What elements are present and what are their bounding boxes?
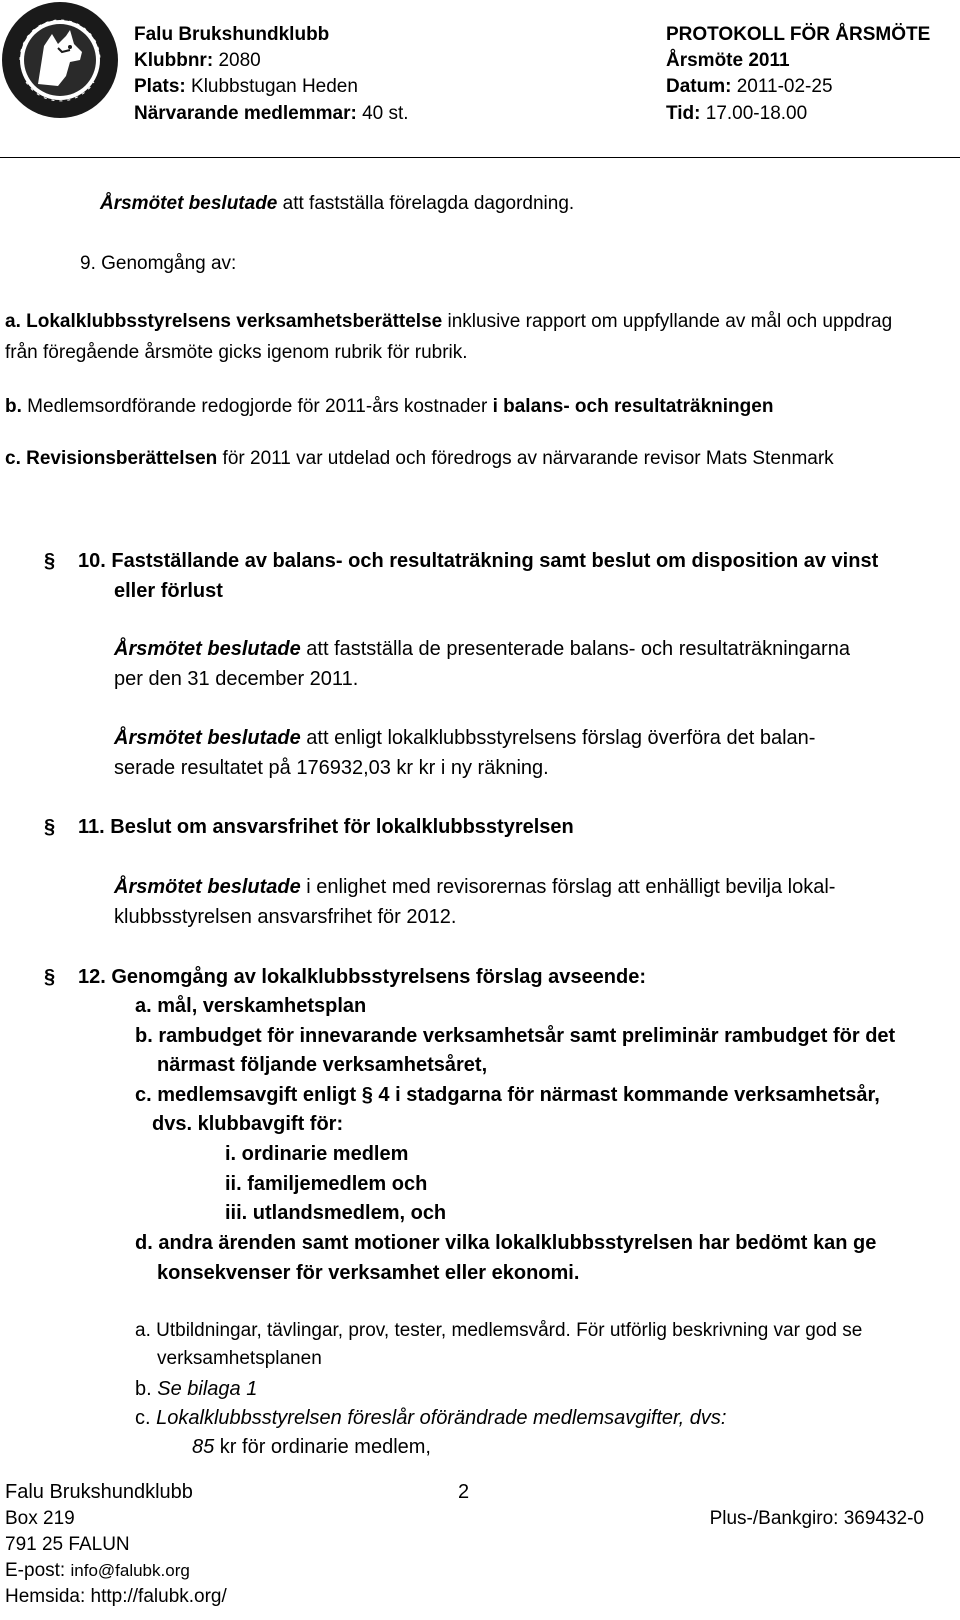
section-10-decision1-line1 — [114, 634, 850, 664]
section-symbol: § — [44, 966, 56, 988]
header-medlemmar — [134, 100, 409, 127]
answer-b-text: Se bilaga 1 — [157, 1378, 258, 1400]
klubbnr-label: Klubbnr: — [134, 50, 214, 71]
plats-label: Plats: — [134, 76, 186, 97]
decision-text: att fastställa de presenterade balans- och resultaträkningarna — [300, 638, 850, 660]
email-link[interactable]: info@falubk.org — [70, 1561, 190, 1580]
section-10-title: 10. Fastställande av balans- och resultaträkning samt beslut om disposition av vinst — [78, 550, 879, 572]
section-9a-line2: från föregående årsmöte gicks igenom rubrik för rubrik. — [5, 342, 468, 363]
footer-email — [5, 1558, 190, 1584]
header-plats — [134, 73, 358, 100]
section-12c-text-post: 4 i stadgarna för närmast kommande verksamhetsår, — [372, 1084, 880, 1106]
fee-text: kr för ordinarie medlem, — [214, 1436, 431, 1458]
footer-postal: 791 25 FALUN — [5, 1534, 130, 1555]
decision-emphasis: Årsmötet beslutade — [114, 876, 301, 898]
plats-value: Klubbstugan Heden — [191, 76, 358, 97]
header-klubbnr — [134, 47, 261, 74]
answer-b — [135, 1374, 257, 1404]
decision-agenda — [100, 189, 574, 219]
doc-title: PROTOKOLL FÖR ÅRSMÖTE — [666, 24, 931, 45]
section-9b-prefix: b. — [5, 396, 22, 417]
meeting-name: Årsmöte 2011 — [666, 50, 790, 71]
answer-c — [135, 1403, 726, 1433]
section-9-title: 9. Genomgång av: — [80, 253, 237, 274]
section-9a-heading: a. Lokalklubbsstyrelsens verksamhetsberättelse — [5, 311, 443, 332]
section-12d-line1: d. andra ärenden samt motioner vilka lokalklubbsstyrelsen har bedömt kan ge — [135, 1232, 877, 1254]
answer-b-prefix: b. — [135, 1378, 158, 1400]
klubbnr-value: 2080 — [218, 50, 261, 71]
header-divider — [0, 157, 960, 158]
section-9b-emphasis: i balans- och resultaträkningen — [492, 396, 774, 417]
section-12c-text-pre: c. medlemsavgift enligt — [135, 1084, 362, 1106]
header-datum — [666, 73, 833, 100]
datum-value: 2011-02-25 — [736, 76, 833, 97]
section-11-title-text: 11. Beslut om ansvarsfrihet för lokalklubbsstyrelsen — [78, 816, 574, 838]
decision-text: att enligt lokalklubbsstyrelsens förslag överföra det balan- — [300, 727, 816, 749]
answer-fee — [192, 1432, 431, 1462]
section-10-decision1-line2: per den 31 december 2011. — [114, 668, 359, 690]
footer-box: Box 219 — [5, 1508, 75, 1529]
section-10-title-line2: eller förlust — [114, 580, 223, 602]
answer-c-text: Lokalklubbsstyrelsen föreslår oförändrade medlemsavgifter, dvs: — [156, 1407, 727, 1429]
page-number: 2 — [458, 1481, 470, 1503]
answer-c-prefix: c. — [135, 1407, 157, 1429]
section-9a-line1 — [5, 307, 892, 337]
footer-giro: Plus-/Bankgiro: 369432-0 — [709, 1508, 924, 1529]
section-12c-i: i. ordinarie medlem — [225, 1143, 409, 1165]
section-symbol: § — [361, 1084, 373, 1106]
section-9b-text: Medlemsordförande redogjorde för 2011-års kostnader — [21, 396, 493, 417]
footer-org: Falu Brukshundklubb — [5, 1481, 193, 1503]
section-9c-text: för 2011 var utdelad och föredrogs av närvarande revisor Mats Stenmark — [217, 448, 834, 469]
tid-value: 17.00-18.00 — [705, 103, 808, 124]
section-12c-line1 — [135, 1080, 880, 1110]
section-11-title — [44, 812, 574, 842]
section-11-decision-line2: klubbsstyrelsen ansvarsfrihet för 2012. — [114, 906, 457, 928]
section-12c-ii: ii. familjemedlem och — [225, 1173, 428, 1195]
header-org-name: Falu Brukshundklubb — [134, 24, 330, 45]
decision-emphasis: Årsmötet beslutade — [114, 727, 301, 749]
answer-a-line1: a. Utbildningar, tävlingar, prov, tester, medlemsvård. För utförlig beskrivning var god se — [135, 1320, 863, 1341]
medlemmar-value: 40 st. — [362, 103, 409, 124]
decision-text: i enlighet med revisorernas förslag att enhälligt bevilja lokal- — [300, 876, 836, 898]
answer-a-line2: verksamhetsplanen — [157, 1348, 322, 1369]
tid-label: Tid: — [666, 103, 701, 124]
section-11-decision-line1 — [114, 872, 835, 902]
section-10-title-line1 — [44, 546, 878, 576]
decision-emphasis: Årsmötet beslutade — [100, 193, 278, 214]
section-12a: a. mål, verskamhetsplan — [135, 995, 367, 1017]
section-9c-heading: c. Revisionsberättelsen — [5, 448, 218, 469]
section-12d-line2: konsekvenser för verksamhet eller ekonomi. — [157, 1262, 580, 1284]
section-symbol: § — [44, 550, 56, 572]
datum-label: Datum: — [666, 76, 732, 97]
medlemmar-label: Närvarande medlemmar: — [134, 103, 357, 124]
section-10-decision2-line1 — [114, 723, 815, 753]
section-12-title-text: 12. Genomgång av lokalklubbsstyrelsens förslag avseende: — [78, 966, 646, 988]
section-9b — [5, 392, 773, 422]
section-9a-text: inklusive rapport om uppfyllande av mål och uppdrag — [442, 311, 893, 332]
section-12c-iii: iii. utlandsmedlem, och — [225, 1202, 447, 1224]
section-12b-line1: b. rambudget för innevarande verksamhetsår samt preliminär rambudget för det — [135, 1025, 896, 1047]
decision-emphasis: Årsmötet beslutade — [114, 638, 301, 660]
fee-amount: 85 — [192, 1436, 215, 1458]
header-tid — [666, 100, 807, 127]
section-12b-line2: närmast följande verksamhetsåret, — [157, 1054, 488, 1076]
section-12c-line2: dvs. klubbavgift för: — [152, 1113, 344, 1135]
section-symbol: § — [44, 816, 56, 838]
footer-web[interactable]: Hemsida: http://falubk.org/ — [5, 1586, 227, 1607]
decision-text: att fastställa förelagda dagordning. — [277, 193, 575, 214]
section-9c — [5, 444, 834, 474]
email-label: E-post: — [5, 1560, 71, 1581]
section-10-decision2-line2: serade resultatet på 176932,03 kr kr i ny räkning. — [114, 757, 549, 779]
club-logo — [0, 0, 120, 120]
section-12-title — [44, 962, 646, 992]
